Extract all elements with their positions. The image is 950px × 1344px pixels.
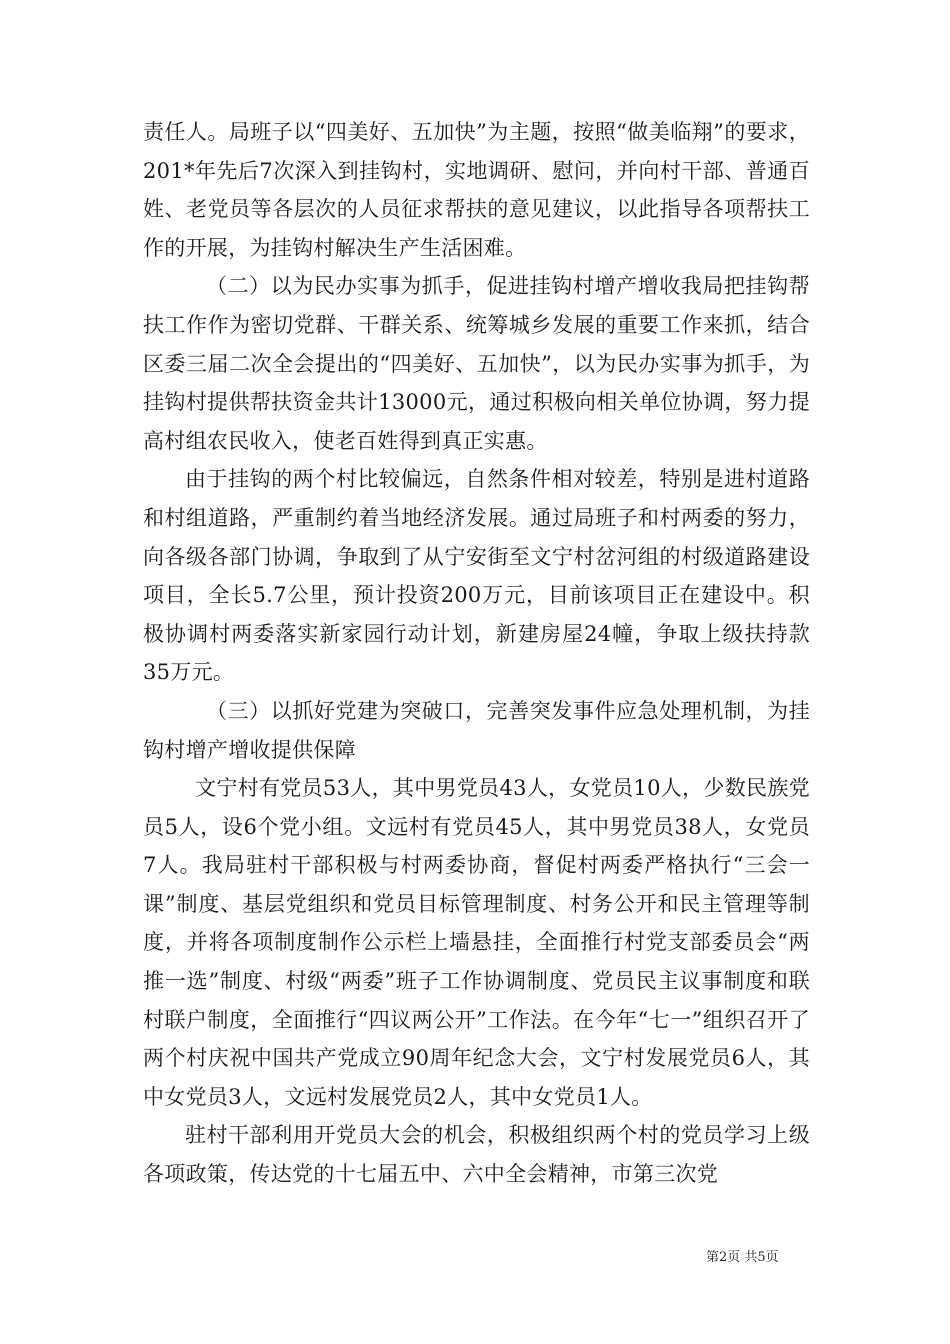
document-body xyxy=(143,113,810,1194)
paragraph-roads: 由于挂钩的两个村比较偏远，自然条件相对较差，特别是进村道路和村组道路，严重制约着当地经济发展。通过局班子和村两委的努力，向各级各部门协调，争取到了从宁安街至文宁村岔河组的村级道路建设项目，全长5.7公里，预计投资200万元，目前该项目正在建设中。积极协调村两委落实新家园行动计划，新建房屋24幢，争取上级扶持款35万元。 xyxy=(143,467,810,685)
paragraph-responsibility: 责任人。局班子以“四美好、五加快”为主题，按照“做美临翔”的要求，201*年先后7次深入到挂钩村，实地调研、慰问，并向村干部、普通百姓、老党员等各层次的人员征求帮扶的意见建议，以此指导各项帮扶工作的开展，为挂钩村解决生产生活困难。 xyxy=(143,120,810,260)
page-number: 第2页 共5页 xyxy=(706,1250,779,1265)
paragraph-party-members: 文宁村有党员53人，其中男党员43人，女党员10人，少数民族党员5人，设6个党小组。文远村有党员45人，其中男党员38人，女党员7人。我局驻村干部积极与村两委协商，督促村两委严格执行“三会一课”制度、基层党组织和党员目标管理制度、村务公开和民主管理等制度，并将各项制度制作公示栏上墙悬挂，全面推行村党支部委员会“两推一选”制度、村级“两委”班子工作协调制度、党员民主议事制度和联村联户制度，全面推行“四议两公开”工作法。在今年“七一”组织召开了两个村庆祝中国共产党成立90周年纪念大会，文宁村发展党员6人，其中女党员3人，文远村发展党员2人，其中女党员1人。 xyxy=(143,776,810,1109)
paragraph-section-2: （二）以为民办实事为抓手，促进挂钩村增产增收我局把挂钩帮扶工作作为密切党群、干群关系、统筹城乡发展的重要工作来抓，结合区委三届二次全会提出的“四美好、五加快”，以为民办实事为抓手，为挂钩村提供帮扶资金共计13000元，通过积极向相关单位协调，努力提高村组农民收入，使老百姓得到真正实惠。 xyxy=(143,274,810,453)
paragraph-section-3-heading: （三）以抓好党建为突破口，完善突发事件应急处理机制，为挂钩村增产增收提供保障 xyxy=(143,698,810,762)
paragraph-study: 驻村干部利用开党员大会的机会，积极组织两个村的党员学习上级各项政策，传达党的十七届五中、六中全会精神，市第三次党 xyxy=(143,1123,810,1187)
